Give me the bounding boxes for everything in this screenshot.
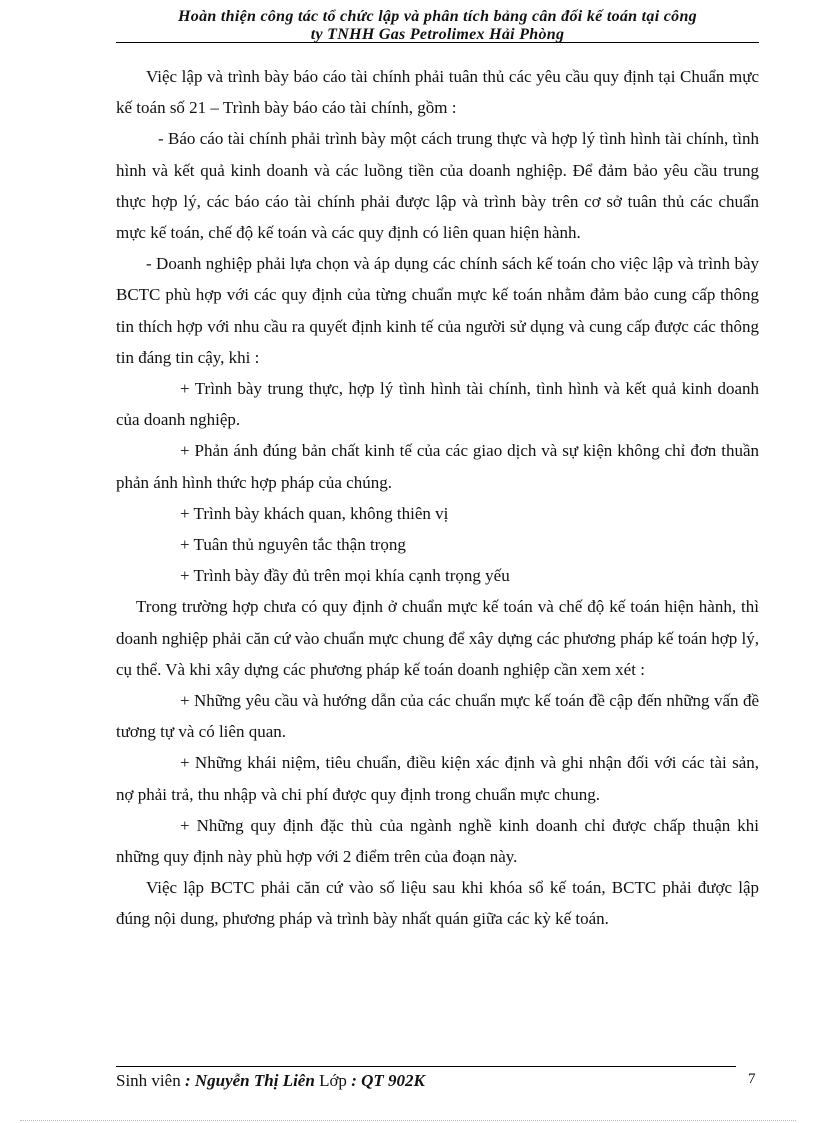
page-number: 7 [748, 1071, 756, 1087]
bullet-item-8: + Những quy định đặc thù của ngành nghề kinh doanh chỉ được chấp thuận khi những quy định này phù hợp với 2 điểm trên của đoạn này. [116, 815, 759, 867]
bullet-item-7: + Những khái niệm, tiêu chuẩn, điều kiện xác định và ghi nhận đối với các tài sản, nợ phải trả, thu nhập và chi phí được quy định trong chuẩn mực chung. [116, 753, 759, 804]
bullet-item-2: + Phản ánh đúng bản chất kinh tế của các giao dịch và sự kiện không chỉ đơn thuần phản ánh hình thức hợp pháp của chúng. [116, 441, 759, 492]
class-value: : QT 902K [351, 1071, 425, 1090]
paragraph-no-standard: Trong trường hợp chưa có quy định ở chuẩn mực kế toán và chế độ kế toán hiện hành, thì doanh nghiệp phải căn cứ vào chuẩn mực chung để xây dựng các phương pháp kế toán hợp lý, cụ thể. Và khi xây dựng các phương pháp kế toán doanh nghiệp cần xem xét : [116, 597, 759, 679]
paragraph-requirement-1: - Báo cáo tài chính phải trình bày một cách trung thực và hợp lý tình hình tài chính, tình hình và kết quả kinh doanh và các luồng tiền của doanh nghiệp. Để đảm bảo yêu cầu trung thực hợp lý, các báo cáo tài chính phải được lập và trình bày trên cơ sở tuân thủ các chuẩn mực kế toán, chế độ kế toán và các quy định có liên quan hiện hành. [116, 129, 759, 243]
bullet-item-4: + Tuân thủ nguyên tắc thận trọng [180, 535, 406, 555]
page-bottom-border [20, 1120, 796, 1121]
bullet-item-5: + Trình bày đầy đủ trên mọi khía cạnh trọng yếu [180, 566, 510, 586]
page-header [116, 8, 759, 44]
paragraph-requirement-2: - Doanh nghiệp phải lựa chọn và áp dụng các chính sách kế toán cho việc lập và trình bày BCTC phù hợp với các quy định của từng chuẩn mực kế toán nhằm đảm bảo cung cấp thông tin thích hợp với nhu cầu ra quyết định kinh tế của người sử dụng và cung cấp được các thông tin đáng tin cậy, khi : [116, 254, 759, 367]
header-title-line1: Hoàn thiện công tác tổ chức lập và phân tích bảng cân đối kế toán tại công [178, 8, 697, 25]
bullet-item-6: + Những yêu cầu và hướng dẫn của các chuẩn mực kế toán đề cập đến những vấn đề tương tự và có liên quan. [116, 691, 759, 742]
bullet-item-1: + Trình bày trung thực, hợp lý tình hình tài chính, tình hình và kết quả kinh doanh của doanh nghiệp. [116, 379, 759, 430]
student-label: Sinh viên [116, 1071, 181, 1090]
bullet-item-3: + Trình bày khách quan, không thiên vị [180, 503, 449, 523]
paragraph-intro: Việc lập và trình bày báo cáo tài chính phải tuân thủ các yêu cầu quy định tại Chuẩn mực kế toán số 21 – Trình bày báo cáo tài chính, gồm : [116, 67, 759, 118]
page-footer [116, 1071, 425, 1091]
student-name: : Nguyễn Thị Liên [184, 1071, 315, 1090]
document-body [116, 61, 759, 935]
class-label: Lớp [319, 1071, 347, 1090]
paragraph-closing: Việc lập BCTC phải căn cứ vào số liệu sau khi khóa sổ kế toán, BCTC phải được lập đúng nội dung, phương pháp và trình bày nhất quán giữa các kỳ kế toán. [116, 878, 759, 929]
footer-divider [116, 1066, 736, 1067]
header-title-line2: ty TNHH Gas Petrolimex Hải Phòng [310, 26, 565, 43]
header-divider [116, 42, 759, 43]
